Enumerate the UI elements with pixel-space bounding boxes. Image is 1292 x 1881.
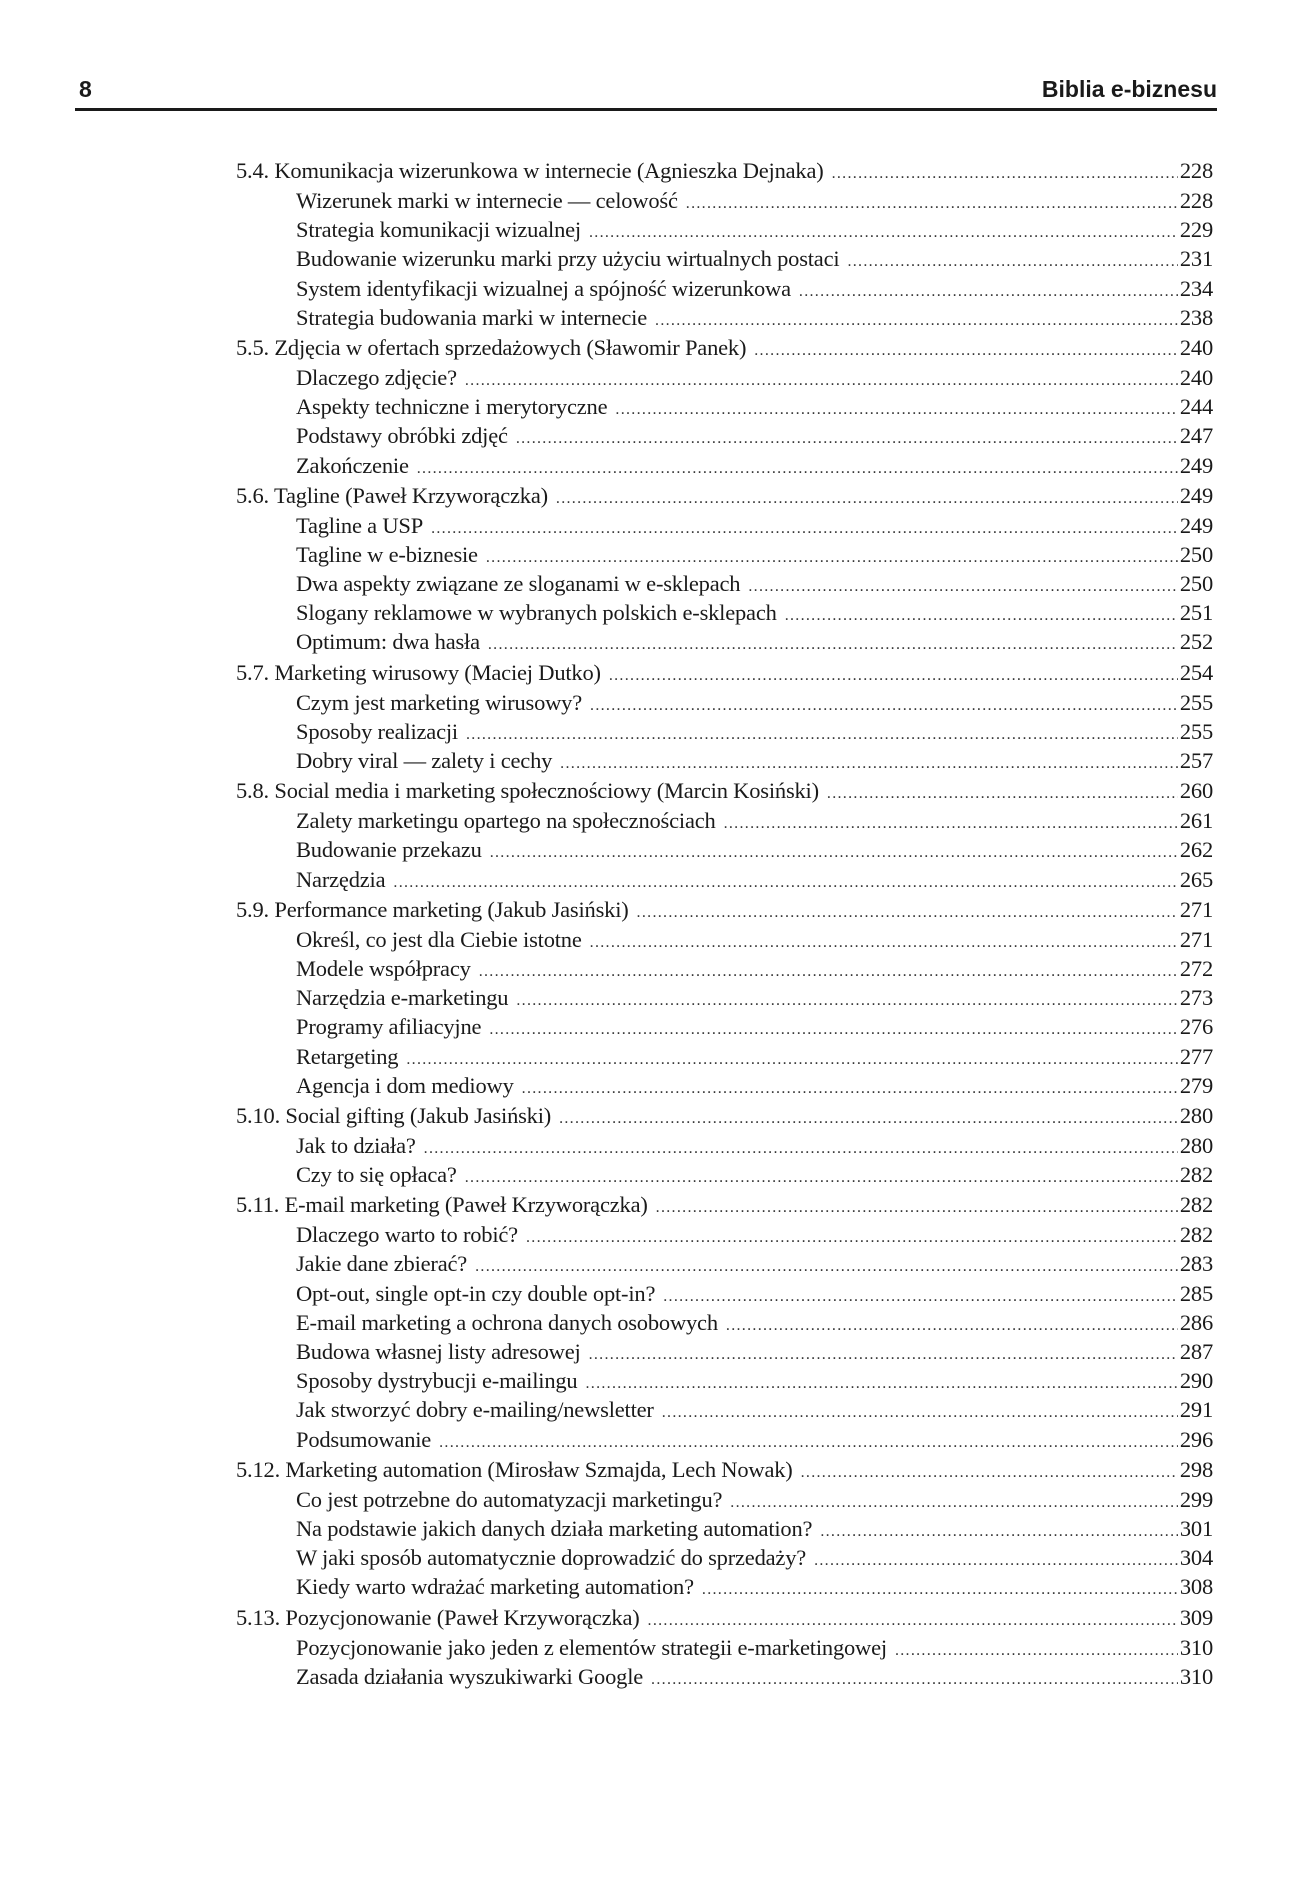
- toc-section-entry: [236, 332, 1213, 363]
- toc-entry-page-number: 290: [1179, 1368, 1213, 1394]
- toc-entry-page-number: 238: [1179, 304, 1213, 330]
- toc-entry-page-number: 257: [1179, 748, 1213, 773]
- toc-entry-page-number: 286: [1179, 1309, 1213, 1335]
- dot-leader: [702, 1575, 1178, 1601]
- toc-entry-title: Agencja i dom mediowy: [296, 1072, 514, 1098]
- toc-entry-title: Narzędzia e-marketingu: [296, 985, 509, 1011]
- dot-leader: [516, 424, 1178, 450]
- dot-leader: [475, 1252, 1178, 1278]
- toc-subsection-entry: [236, 598, 1213, 627]
- toc-entry-title: Opt-out, single opt-in czy double opt-in?: [296, 1280, 656, 1306]
- toc-entry-title: W jaki sposób automatycznie doprowadzić do sprzedaży?: [296, 1545, 807, 1571]
- toc-subsection-entry: [236, 1160, 1213, 1189]
- dot-leader: [466, 720, 1178, 746]
- toc-subsection-entry: [236, 1514, 1213, 1543]
- dot-leader: [748, 572, 1177, 598]
- dot-leader: [486, 543, 1178, 569]
- toc-entry-title: Podstawy obróbki zdjęć: [296, 423, 508, 449]
- toc-subsection-entry: [236, 1131, 1213, 1160]
- dot-leader: [490, 838, 1178, 864]
- toc-subsection-entry: [236, 1012, 1213, 1041]
- toc-entry-page-number: 228: [1179, 158, 1213, 183]
- toc-subsection-entry: [236, 1633, 1213, 1662]
- toc-subsection-entry: [236, 1279, 1213, 1308]
- toc-entry-page-number: 240: [1179, 364, 1213, 390]
- toc-entry-title: Sposoby dystrybucji e-mailingu: [296, 1368, 578, 1394]
- toc-entry-title: 5.13. Pozycjonowanie (Paweł Krzyworączka): [236, 1604, 640, 1630]
- dot-leader: [393, 868, 1177, 894]
- toc-subsection-entry: [236, 1249, 1213, 1278]
- dot-leader: [516, 986, 1177, 1012]
- toc-section-entry: [236, 1100, 1213, 1131]
- dot-leader: [589, 218, 1178, 244]
- toc-entry-page-number: 265: [1179, 866, 1213, 892]
- toc-entry-title: Aspekty techniczne i merytoryczne: [296, 394, 608, 420]
- toc-subsection-entry: [236, 1220, 1213, 1249]
- dot-leader: [488, 630, 1178, 656]
- dot-leader: [585, 1369, 1177, 1395]
- dot-leader: [651, 1665, 1178, 1691]
- dot-leader: [609, 660, 1178, 688]
- toc-subsection-entry: [236, 186, 1213, 215]
- toc-entry-page-number: 296: [1179, 1426, 1213, 1452]
- dot-leader: [637, 897, 1178, 925]
- toc-entry-page-number: 244: [1179, 394, 1213, 420]
- toc-entry-page-number: 231: [1179, 246, 1213, 272]
- toc-subsection-entry: [236, 1395, 1213, 1424]
- toc-entry-page-number: 240: [1179, 334, 1213, 360]
- toc-entry-title: E-mail marketing a ochrona danych osobowych: [296, 1309, 718, 1335]
- toc-section-entry: [236, 1602, 1213, 1633]
- toc-entry-page-number: 272: [1179, 955, 1213, 981]
- toc-entry-page-number: 252: [1179, 629, 1213, 655]
- toc-entry-title: Budowanie przekazu: [296, 837, 482, 863]
- dot-leader: [662, 1398, 1178, 1424]
- toc-entry-title: 5.7. Marketing wirusowy (Maciej Dutko): [236, 659, 601, 685]
- toc-entry-title: 5.10. Social gifting (Jakub Jasiński): [236, 1102, 552, 1128]
- toc-entry-page-number: 299: [1179, 1486, 1213, 1512]
- toc-entry-page-number: 228: [1179, 188, 1213, 213]
- toc-entry-page-number: 271: [1179, 896, 1213, 922]
- dot-leader: [559, 1103, 1178, 1131]
- toc-entry-title: Określ, co jest dla Ciebie istotne: [296, 926, 582, 952]
- toc-section-entry: [236, 480, 1213, 511]
- dot-leader: [489, 1015, 1178, 1041]
- toc-subsection-entry: [236, 835, 1213, 864]
- toc-subsection-entry: [236, 303, 1213, 332]
- toc-entry-page-number: 260: [1179, 778, 1213, 804]
- toc-entry-title: Modele współpracy: [296, 955, 471, 981]
- toc-entry-page-number: 249: [1179, 482, 1213, 508]
- toc-entry-page-number: 282: [1179, 1192, 1213, 1218]
- toc-entry-title: Budowa własnej listy adresowej: [296, 1339, 581, 1364]
- toc-entry-title: System identyfikacji wizualnej a spójność wizerunkowa: [296, 275, 791, 301]
- toc-entry-page-number: 287: [1179, 1339, 1213, 1364]
- toc-entry-title: Czym jest marketing wirusowy?: [296, 689, 583, 715]
- toc-subsection-entry: [236, 244, 1213, 273]
- dot-leader: [827, 778, 1178, 806]
- toc-entry-page-number: 310: [1179, 1634, 1213, 1660]
- toc-entry-page-number: 285: [1179, 1280, 1213, 1306]
- toc-entry-page-number: 310: [1179, 1663, 1213, 1689]
- toc-entry-page-number: 262: [1179, 837, 1213, 863]
- toc-subsection-entry: [236, 717, 1213, 746]
- dot-leader: [615, 395, 1177, 421]
- dot-leader: [424, 1134, 1178, 1160]
- toc-subsection-entry: [236, 540, 1213, 569]
- dot-leader: [656, 1192, 1178, 1220]
- toc-entry-page-number: 271: [1179, 926, 1213, 952]
- dot-leader: [465, 1163, 1178, 1189]
- toc-entry-page-number: 276: [1179, 1014, 1213, 1040]
- toc-entry-title: Wizerunek marki w internecie — celowość: [296, 188, 678, 213]
- toc-entry-page-number: 254: [1179, 659, 1213, 685]
- dot-leader: [785, 601, 1178, 627]
- dot-leader: [648, 1605, 1178, 1633]
- toc-subsection-entry: [236, 746, 1213, 775]
- toc-entry-page-number: 255: [1179, 689, 1213, 715]
- toc-subsection-entry: [236, 1572, 1213, 1601]
- toc-entry-title: Na podstawie jakich danych działa marketing automation?: [296, 1515, 813, 1541]
- dot-leader: [406, 1045, 1177, 1071]
- toc-entry-title: Retargeting: [296, 1043, 399, 1069]
- toc-entry-page-number: 291: [1179, 1397, 1213, 1423]
- toc-subsection-entry: [236, 1662, 1213, 1691]
- toc-subsection-entry: [236, 983, 1213, 1012]
- toc-subsection-entry: [236, 1337, 1213, 1366]
- toc-entry-page-number: 249: [1179, 512, 1213, 538]
- dot-leader: [814, 1546, 1178, 1572]
- toc-entry-page-number: 283: [1179, 1251, 1213, 1277]
- toc-section-entry: [236, 155, 1213, 186]
- toc-entry-page-number: 249: [1179, 452, 1213, 478]
- toc-entry-title: Zalety marketingu opartego na społecznościach: [296, 808, 716, 834]
- toc-subsection-entry: [236, 954, 1213, 983]
- running-title: Biblia e-biznesu: [1041, 76, 1217, 102]
- toc-subsection-entry: [236, 627, 1213, 656]
- dot-leader: [730, 1488, 1178, 1514]
- toc-entry-page-number: 229: [1179, 217, 1213, 243]
- toc-entry-page-number: 250: [1179, 541, 1213, 567]
- toc-entry-page-number: 308: [1179, 1574, 1213, 1600]
- dot-leader: [417, 454, 1178, 480]
- toc-subsection-entry: [236, 865, 1213, 894]
- dot-leader: [820, 1517, 1178, 1543]
- toc-entry-title: Dlaczego zdjęcie?: [296, 364, 457, 390]
- dot-leader: [724, 809, 1178, 835]
- toc-entry-title: Strategia budowania marki w internecie: [296, 304, 648, 330]
- dot-leader: [560, 749, 1178, 775]
- toc-entry-title: 5.11. E-mail marketing (Paweł Krzyworączka): [236, 1192, 648, 1218]
- dot-leader: [431, 514, 1178, 540]
- toc-section-entry: [236, 775, 1213, 806]
- dot-leader: [590, 691, 1178, 717]
- toc-entry-title: Sposoby realizacji: [296, 718, 458, 744]
- dot-leader: [801, 1457, 1178, 1485]
- toc-subsection-entry: [236, 215, 1213, 244]
- toc-entry-title: Jak to działa?: [296, 1132, 416, 1158]
- toc-entry-title: 5.6. Tagline (Paweł Krzyworączka): [236, 482, 548, 508]
- toc-entry-title: Jakie dane zbierać?: [296, 1251, 468, 1277]
- toc-entry-title: Budowanie wizerunku marki przy użyciu wirtualnych postaci: [296, 246, 840, 272]
- dot-leader: [895, 1636, 1178, 1662]
- toc-entry-title: 5.8. Social media i marketing społecznościowy (Marcin Kosiński): [236, 778, 819, 804]
- toc-entry-title: 5.4. Komunikacja wizerunkowa w internecie (Agnieszka Dejnaka): [236, 158, 824, 183]
- toc-subsection-entry: [236, 925, 1213, 954]
- toc-entry-page-number: 273: [1179, 985, 1213, 1011]
- dot-leader: [754, 335, 1178, 363]
- toc-subsection-entry: [236, 274, 1213, 303]
- toc-entry-title: Czy to się opłaca?: [296, 1162, 457, 1188]
- dot-leader: [556, 483, 1178, 511]
- toc-subsection-entry: [236, 1425, 1213, 1454]
- dot-leader: [479, 957, 1178, 983]
- toc-section-entry: [236, 1454, 1213, 1485]
- dot-leader: [847, 247, 1177, 273]
- table-of-contents: [236, 155, 1213, 1691]
- toc-subsection-entry: [236, 1366, 1213, 1395]
- toc-entry-title: Jak stworzyć dobry e-mailing/newsletter: [296, 1397, 654, 1423]
- toc-entry-title: Strategia komunikacji wizualnej: [296, 217, 581, 243]
- toc-entry-page-number: 255: [1179, 718, 1213, 744]
- toc-entry-title: 5.5. Zdjęcia w ofertach sprzedażowych (Sławomir Panek): [236, 334, 747, 360]
- toc-subsection-entry: [236, 1042, 1213, 1071]
- dot-leader: [465, 366, 1178, 392]
- dot-leader: [655, 306, 1178, 332]
- dot-leader: [522, 1074, 1178, 1100]
- toc-section-entry: [236, 657, 1213, 688]
- toc-entry-page-number: 279: [1179, 1072, 1213, 1098]
- toc-subsection-entry: [236, 1485, 1213, 1514]
- toc-subsection-entry: [236, 1543, 1213, 1572]
- dot-leader: [726, 1311, 1178, 1337]
- toc-entry-page-number: 280: [1179, 1102, 1213, 1128]
- toc-entry-page-number: 280: [1179, 1132, 1213, 1158]
- toc-subsection-entry: [236, 363, 1213, 392]
- toc-entry-page-number: 234: [1179, 275, 1213, 301]
- toc-entry-title: Co jest potrzebne do automatyzacji marketingu?: [296, 1486, 723, 1512]
- toc-entry-title: Dobry viral — zalety i cechy: [296, 748, 553, 773]
- toc-entry-page-number: 304: [1179, 1545, 1213, 1571]
- toc-entry-page-number: 251: [1179, 600, 1213, 626]
- toc-entry-page-number: 298: [1179, 1456, 1213, 1482]
- header-rule: [75, 108, 1217, 111]
- toc-entry-page-number: 261: [1179, 808, 1213, 834]
- toc-subsection-entry: [236, 451, 1213, 480]
- toc-entry-page-number: 250: [1179, 571, 1213, 597]
- toc-subsection-entry: [236, 688, 1213, 717]
- dot-leader: [663, 1282, 1178, 1308]
- dot-leader: [589, 1340, 1178, 1366]
- toc-entry-title: Slogany reklamowe w wybranych polskich e-sklepach: [296, 600, 777, 626]
- toc-section-entry: [236, 1189, 1213, 1220]
- toc-subsection-entry: [236, 1071, 1213, 1100]
- toc-entry-title: Narzędzia: [296, 866, 386, 892]
- toc-entry-title: Kiedy warto wdrażać marketing automation?: [296, 1574, 694, 1600]
- toc-entry-page-number: 247: [1179, 423, 1213, 449]
- toc-subsection-entry: [236, 511, 1213, 540]
- toc-section-entry: [236, 894, 1213, 925]
- toc-entry-title: Optimum: dwa hasła: [296, 629, 480, 655]
- page-header: [75, 72, 1217, 110]
- toc-entry-title: Pozycjonowanie jako jeden z elementów strategii e-marketingowej: [296, 1634, 887, 1660]
- toc-entry-page-number: 282: [1179, 1222, 1213, 1248]
- toc-entry-title: Zasada działania wyszukiwarki Google: [296, 1663, 644, 1689]
- toc-entry-title: Zakończenie: [296, 452, 409, 478]
- dot-leader: [686, 189, 1178, 215]
- toc-entry-title: Tagline a USP: [296, 512, 424, 538]
- toc-entry-title: Dlaczego warto to robić?: [296, 1222, 518, 1248]
- toc-entry-title: 5.12. Marketing automation (Mirosław Szmajda, Lech Nowak): [236, 1456, 793, 1482]
- toc-entry-page-number: 301: [1179, 1515, 1213, 1541]
- toc-entry-page-number: 282: [1179, 1162, 1213, 1188]
- dot-leader: [832, 158, 1178, 186]
- toc-subsection-entry: [236, 421, 1213, 450]
- dot-leader: [590, 928, 1178, 954]
- toc-subsection-entry: [236, 392, 1213, 421]
- toc-entry-title: Dwa aspekty związane ze sloganami w e-sklepach: [296, 571, 741, 597]
- toc-subsection-entry: [236, 1308, 1213, 1337]
- toc-entry-page-number: 277: [1179, 1043, 1213, 1069]
- dot-leader: [526, 1223, 1178, 1249]
- toc-subsection-entry: [236, 569, 1213, 598]
- toc-entry-title: Podsumowanie: [296, 1426, 432, 1452]
- dot-leader: [799, 277, 1178, 303]
- toc-entry-title: Programy afiliacyjne: [296, 1014, 482, 1040]
- toc-subsection-entry: [236, 806, 1213, 835]
- toc-entry-title: Tagline w e-biznesie: [296, 541, 478, 567]
- page-number: 8: [79, 76, 92, 102]
- toc-entry-title: 5.9. Performance marketing (Jakub Jasiński): [236, 896, 629, 922]
- dot-leader: [439, 1428, 1178, 1454]
- toc-entry-page-number: 309: [1179, 1604, 1213, 1630]
